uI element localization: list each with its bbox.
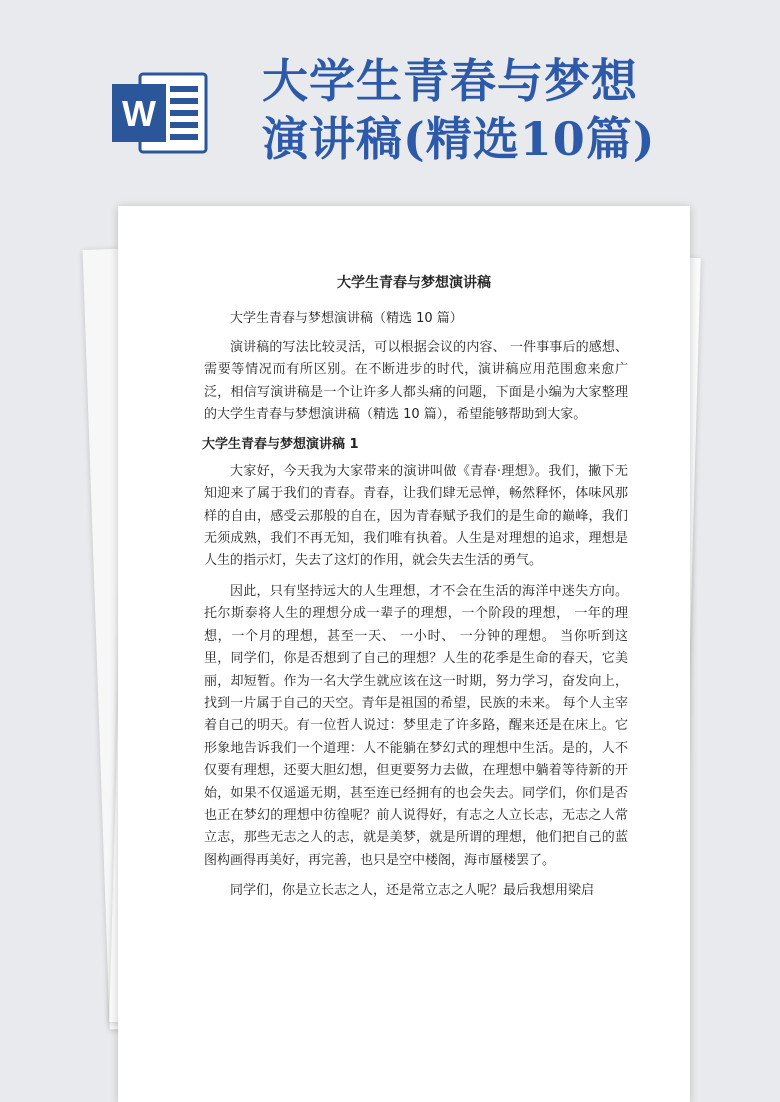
- document-subtitle: 大学生青春与梦想演讲稿（精选 10 篇）: [230, 311, 463, 327]
- body-paragraph: 同学们，你是立长志之人，还是常立志之人呢？最后我想用梁启: [230, 883, 595, 899]
- intro-paragraph: 演讲稿的写法比较灵活，可以根据会议的内容、 一件事事后的感想、需要等情况而有所区别。在不断进步的时代，演讲稿应用范围愈来愈广泛，相信写演讲稿是一个让许多人都头痛的问题，下面是小编为大家整理的大学生青春与梦想演讲稿（精选 10 篇），希望能够帮助到大家。: [204, 339, 628, 423]
- document-page: [118, 206, 690, 1102]
- title-line-2: 演讲稿(精选10篇): [262, 112, 656, 166]
- body-paragraph: 大家好，今天我为大家带来的演讲叫做《青春·理想》。我们，撇下无知迎来了属于我们的青春。青春，让我们肆无忌惮，畅然释怀，体味风那样的自由，感受云那般的自在，因为青春赋予我们的是生命的巅峰，我们无须成熟，我们不再无知，我们唯有执着。人生是对理想的追求，理想是人生的指示灯，失去了这灯的作用，就会失去生活的勇气。: [204, 463, 628, 569]
- body-paragraph: 因此，只有坚持远大的人生理想，才不会在生活的海洋中迷失方向。托尔斯泰将人生的理想分成一辈子的理想，一个阶段的理想， 一年的理想，一个月的理想，甚至一天、 一小时、 一分钟的理想。 当你听到这里，同学们，你是否想到了自己的理想？人生的花季是生命的春天，它美丽，却短暂。作为一名大学生就应该在这一时期，努力学习，奋发向上，找到一片属于自己的天空。青年是祖国的希望，民族的未来。 每个人主宰着自己的明天。有一位哲人说过：梦里走了许多路，醒来还是在床上。它形象地告诉我们一个道理：人不能躺在梦幻式的理想中生活。是的，人不仅要有理想，还要大胆幻想，但更要努力去做，在理想中躺着等待新的开始，如果不仅遥遥无期，甚至连已经拥有的也会失去。同学们，你们是否也正在梦幻的理想中彷徨呢？前人说得好，有志之人立长志，无志之人常立志，那些无志之人的志，就是美梦，就是所谓的理想，他们把自己的蓝图构画得再美好，再完善，也只是空中楼阁，海市蜃楼罢了。: [204, 583, 628, 868]
- logo-letter: W: [122, 93, 156, 134]
- document-title: 大学生青春与梦想演讲稿: [337, 275, 491, 291]
- title-line-1: 大学生青春与梦想: [262, 54, 638, 108]
- page-title: [262, 52, 762, 168]
- word-logo-icon: [110, 70, 210, 156]
- section-heading: 大学生青春与梦想演讲稿 1: [202, 437, 359, 453]
